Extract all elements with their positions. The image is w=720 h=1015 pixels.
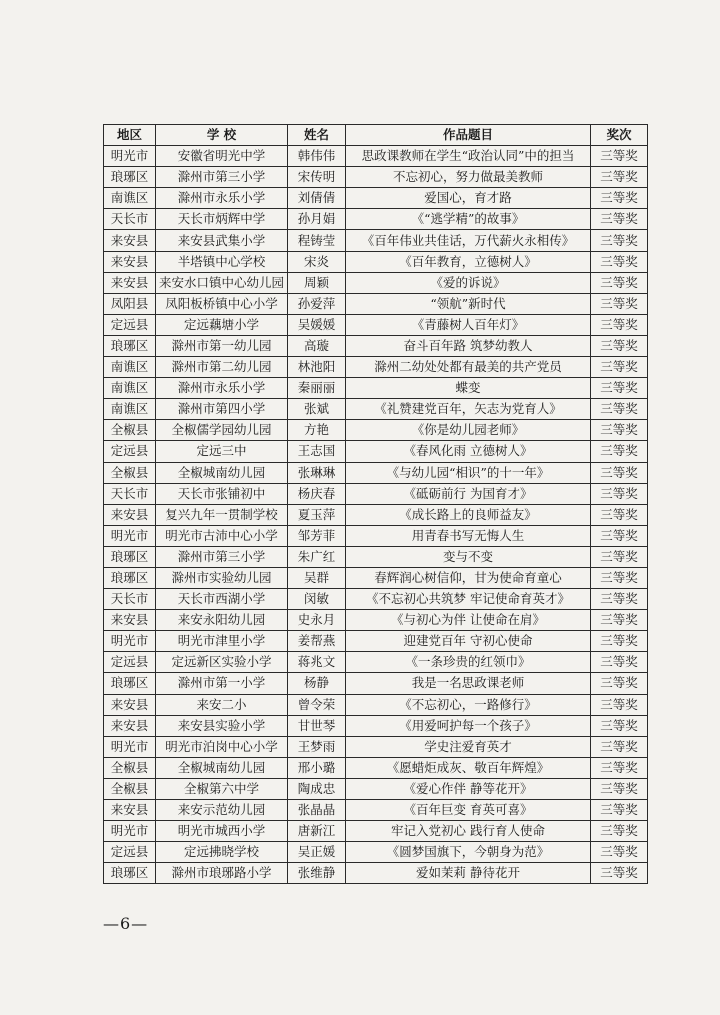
cell-school: 滁州市实验幼儿园: [156, 567, 288, 588]
cell-title: 《爱心作伴 静等花开》: [346, 778, 591, 799]
header-district: 地区: [104, 125, 156, 146]
cell-award: 三等奖: [591, 441, 648, 462]
table-row: [104, 715, 648, 736]
cell-name: 吴群: [288, 567, 346, 588]
cell-title: 《圆梦国旗下，今朝身为范》: [346, 842, 591, 863]
table-row: [104, 293, 648, 314]
cell-school: 滁州市第二幼儿园: [156, 357, 288, 378]
awards-table: [103, 124, 648, 884]
cell-school: 滁州市第一幼儿园: [156, 335, 288, 356]
table-row: [104, 778, 648, 799]
cell-district: 琅琊区: [104, 567, 156, 588]
cell-award: 三等奖: [591, 188, 648, 209]
cell-name: 姜帮燕: [288, 631, 346, 652]
cell-school: 滁州市第三小学: [156, 546, 288, 567]
cell-title: 《成长路上的良师益友》: [346, 504, 591, 525]
cell-school: 明光市城西小学: [156, 821, 288, 842]
cell-award: 三等奖: [591, 800, 648, 821]
table-row: [104, 378, 648, 399]
table-row: [104, 757, 648, 778]
cell-school: 滁州市第三小学: [156, 167, 288, 188]
cell-district: 来安县: [104, 272, 156, 293]
cell-name: 王梦雨: [288, 736, 346, 757]
table-row: [104, 589, 648, 610]
cell-district: 全椒县: [104, 462, 156, 483]
cell-school: 凤阳板桥镇中心小学: [156, 293, 288, 314]
cell-name: 张维静: [288, 863, 346, 884]
cell-school: 定远三中: [156, 441, 288, 462]
cell-district: 南谯区: [104, 378, 156, 399]
cell-district: 天长市: [104, 483, 156, 504]
cell-title: 《青藤树人百年灯》: [346, 314, 591, 335]
cell-name: 陶成忠: [288, 778, 346, 799]
cell-title: 不忘初心，努力做最美教师: [346, 167, 591, 188]
table-row: [104, 357, 648, 378]
cell-school: 明光市泊岗中心小学: [156, 736, 288, 757]
header-award: 奖次: [591, 125, 648, 146]
cell-award: 三等奖: [591, 610, 648, 631]
cell-name: 周颖: [288, 272, 346, 293]
cell-school: 定远新区实验小学: [156, 652, 288, 673]
cell-name: 夏玉萍: [288, 504, 346, 525]
cell-district: 明光市: [104, 736, 156, 757]
cell-award: 三等奖: [591, 293, 648, 314]
cell-name: 张琳琳: [288, 462, 346, 483]
cell-school: 滁州市永乐小学: [156, 378, 288, 399]
cell-award: 三等奖: [591, 230, 648, 251]
cell-district: 明光市: [104, 146, 156, 167]
cell-title: 《“逃学精”的故事》: [346, 209, 591, 230]
cell-district: 明光市: [104, 525, 156, 546]
cell-district: 南谯区: [104, 399, 156, 420]
cell-district: 天长市: [104, 209, 156, 230]
table-row: [104, 821, 648, 842]
cell-title: 爱如茉莉 静待花开: [346, 863, 591, 884]
cell-school: 全椒城南幼儿园: [156, 757, 288, 778]
cell-district: 来安县: [104, 800, 156, 821]
table-header-row: [104, 125, 648, 146]
cell-school: 来安示范幼儿园: [156, 800, 288, 821]
cell-title: 《不忘初心共筑梦 牢记使命育英才》: [346, 589, 591, 610]
cell-district: 全椒县: [104, 778, 156, 799]
table-row: [104, 146, 648, 167]
cell-district: 来安县: [104, 504, 156, 525]
cell-title: 春辉润心树信仰，甘为使命育童心: [346, 567, 591, 588]
cell-title: 《百年教育，立德树人》: [346, 251, 591, 272]
table-row: [104, 399, 648, 420]
cell-title: 《一条珍贵的红领巾》: [346, 652, 591, 673]
page-number: —6—: [103, 914, 149, 933]
cell-title: 《砥砺前行 为国育才》: [346, 483, 591, 504]
cell-district: 全椒县: [104, 420, 156, 441]
cell-award: 三等奖: [591, 483, 648, 504]
cell-name: 曾令荣: [288, 694, 346, 715]
table-row: [104, 631, 648, 652]
cell-name: 王志国: [288, 441, 346, 462]
cell-district: 来安县: [104, 251, 156, 272]
table-row: [104, 800, 648, 821]
table-row: [104, 546, 648, 567]
table-row: [104, 736, 648, 757]
table-row: [104, 504, 648, 525]
cell-school: 滁州市第一小学: [156, 673, 288, 694]
cell-award: 三等奖: [591, 567, 648, 588]
cell-award: 三等奖: [591, 399, 648, 420]
cell-name: 邹芳菲: [288, 525, 346, 546]
cell-award: 三等奖: [591, 546, 648, 567]
header-school: 学 校: [156, 125, 288, 146]
cell-school: 全椒城南幼儿园: [156, 462, 288, 483]
cell-title: 《百年巨变 育英可喜》: [346, 800, 591, 821]
cell-title: 《与幼儿园“相识”的十一年》: [346, 462, 591, 483]
cell-name: 杨静: [288, 673, 346, 694]
cell-title: 《愿蜡炬成灰、敬百年辉煌》: [346, 757, 591, 778]
table-row: [104, 230, 648, 251]
header-name: 姓名: [288, 125, 346, 146]
cell-award: 三等奖: [591, 652, 648, 673]
cell-title: 《与初心为伴 让使命在肩》: [346, 610, 591, 631]
table-row: [104, 167, 648, 188]
cell-district: 天长市: [104, 589, 156, 610]
cell-award: 三等奖: [591, 272, 648, 293]
header-title: 作品题目: [346, 125, 591, 146]
cell-name: 韩伟伟: [288, 146, 346, 167]
cell-title: 《爱的诉说》: [346, 272, 591, 293]
cell-district: 琅琊区: [104, 335, 156, 356]
cell-name: 蒋兆文: [288, 652, 346, 673]
cell-district: 定远县: [104, 842, 156, 863]
cell-school: 天长市炳辉中学: [156, 209, 288, 230]
cell-school: 滁州市第四小学: [156, 399, 288, 420]
cell-district: 凤阳县: [104, 293, 156, 314]
cell-title: 《百年伟业共佳话，万代薪火永相传》: [346, 230, 591, 251]
cell-school: 天长市西湖小学: [156, 589, 288, 610]
cell-award: 三等奖: [591, 673, 648, 694]
cell-school: 全椒第六中学: [156, 778, 288, 799]
cell-name: 刘倩倩: [288, 188, 346, 209]
cell-award: 三等奖: [591, 378, 648, 399]
cell-name: 杨庆春: [288, 483, 346, 504]
cell-award: 三等奖: [591, 251, 648, 272]
table-row: [104, 188, 648, 209]
cell-district: 南谯区: [104, 357, 156, 378]
cell-award: 三等奖: [591, 314, 648, 335]
cell-title: 《你是幼儿园老师》: [346, 420, 591, 441]
cell-name: 朱广红: [288, 546, 346, 567]
cell-award: 三等奖: [591, 420, 648, 441]
cell-title: 爱国心，育才路: [346, 188, 591, 209]
cell-title: 蝶变: [346, 378, 591, 399]
cell-name: 张斌: [288, 399, 346, 420]
cell-district: 琅琊区: [104, 546, 156, 567]
cell-name: 林池阳: [288, 357, 346, 378]
table-row: [104, 441, 648, 462]
cell-name: 邢小璐: [288, 757, 346, 778]
cell-name: 程铸莹: [288, 230, 346, 251]
cell-award: 三等奖: [591, 736, 648, 757]
cell-title: 《用爱呵护每一个孩子》: [346, 715, 591, 736]
cell-title: 滁州二幼处处都有最美的共产党员: [346, 357, 591, 378]
cell-school: 复兴九年一贯制学校: [156, 504, 288, 525]
table-row: [104, 567, 648, 588]
cell-district: 定远县: [104, 441, 156, 462]
cell-school: 明光市津里小学: [156, 631, 288, 652]
table-row: [104, 694, 648, 715]
table-row: [104, 610, 648, 631]
cell-name: 方艳: [288, 420, 346, 441]
cell-title: 《不忘初心，一路修行》: [346, 694, 591, 715]
cell-school: 来安县武集小学: [156, 230, 288, 251]
cell-award: 三等奖: [591, 462, 648, 483]
cell-name: 闵敏: [288, 589, 346, 610]
cell-award: 三等奖: [591, 715, 648, 736]
cell-award: 三等奖: [591, 842, 648, 863]
cell-award: 三等奖: [591, 209, 648, 230]
cell-district: 琅琊区: [104, 167, 156, 188]
table-row: [104, 335, 648, 356]
cell-district: 定远县: [104, 652, 156, 673]
cell-district: 定远县: [104, 314, 156, 335]
cell-name: 甘世琴: [288, 715, 346, 736]
table-row: [104, 525, 648, 546]
cell-school: 来安二小: [156, 694, 288, 715]
cell-title: 奋斗百年路 筑梦幼教人: [346, 335, 591, 356]
cell-title: “领航”新时代: [346, 293, 591, 314]
table-row: [104, 652, 648, 673]
cell-name: 宋传明: [288, 167, 346, 188]
cell-name: 吴正媛: [288, 842, 346, 863]
cell-title: 思政课教师在学生“政治认同”中的担当: [346, 146, 591, 167]
cell-district: 来安县: [104, 715, 156, 736]
table-body: [104, 146, 648, 884]
cell-school: 半塔镇中心学校: [156, 251, 288, 272]
cell-award: 三等奖: [591, 504, 648, 525]
table-row: [104, 673, 648, 694]
cell-school: 滁州市琅琊路小学: [156, 863, 288, 884]
cell-district: 琅琊区: [104, 863, 156, 884]
cell-district: 来安县: [104, 230, 156, 251]
cell-district: 来安县: [104, 610, 156, 631]
cell-school: 天长市张铺初中: [156, 483, 288, 504]
cell-award: 三等奖: [591, 778, 648, 799]
cell-name: 张晶晶: [288, 800, 346, 821]
cell-school: 滁州市永乐小学: [156, 188, 288, 209]
cell-school: 定远藕塘小学: [156, 314, 288, 335]
cell-award: 三等奖: [591, 357, 648, 378]
cell-name: 唐新江: [288, 821, 346, 842]
table-row: [104, 863, 648, 884]
table-row: [104, 314, 648, 335]
table-row: [104, 209, 648, 230]
cell-district: 明光市: [104, 631, 156, 652]
cell-title: 用青春书写无悔人生: [346, 525, 591, 546]
cell-award: 三等奖: [591, 525, 648, 546]
cell-award: 三等奖: [591, 335, 648, 356]
cell-name: 高璇: [288, 335, 346, 356]
cell-school: 来安永阳幼儿园: [156, 610, 288, 631]
table-row: [104, 272, 648, 293]
cell-name: 史永月: [288, 610, 346, 631]
cell-school: 明光市古沛中心小学: [156, 525, 288, 546]
cell-district: 明光市: [104, 821, 156, 842]
table-row: [104, 842, 648, 863]
cell-name: 吴媛媛: [288, 314, 346, 335]
cell-school: 来安水口镇中心幼儿园: [156, 272, 288, 293]
cell-title: 《礼赞建党百年，矢志为党育人》: [346, 399, 591, 420]
cell-district: 全椒县: [104, 757, 156, 778]
cell-award: 三等奖: [591, 863, 648, 884]
cell-title: 《春风化雨 立德树人》: [346, 441, 591, 462]
cell-school: 来安县实验小学: [156, 715, 288, 736]
cell-district: 琅琊区: [104, 673, 156, 694]
cell-school: 安徽省明光中学: [156, 146, 288, 167]
cell-school: 定远拂晓学校: [156, 842, 288, 863]
cell-name: 孙月娟: [288, 209, 346, 230]
table-row: [104, 483, 648, 504]
cell-award: 三等奖: [591, 757, 648, 778]
table-row: [104, 251, 648, 272]
cell-award: 三等奖: [591, 167, 648, 188]
cell-name: 宋炎: [288, 251, 346, 272]
cell-award: 三等奖: [591, 631, 648, 652]
cell-award: 三等奖: [591, 694, 648, 715]
cell-award: 三等奖: [591, 821, 648, 842]
cell-name: 孙爱萍: [288, 293, 346, 314]
cell-title: 迎建党百年 守初心使命: [346, 631, 591, 652]
cell-award: 三等奖: [591, 146, 648, 167]
cell-district: 南谯区: [104, 188, 156, 209]
cell-district: 来安县: [104, 694, 156, 715]
table-row: [104, 420, 648, 441]
cell-title: 学史注爱育英才: [346, 736, 591, 757]
cell-title: 变与不变: [346, 546, 591, 567]
cell-award: 三等奖: [591, 589, 648, 610]
table-row: [104, 462, 648, 483]
cell-school: 全椒儒学园幼儿园: [156, 420, 288, 441]
cell-title: 我是一名思政课老师: [346, 673, 591, 694]
cell-title: 牢记入党初心 践行育人使命: [346, 821, 591, 842]
cell-name: 秦丽丽: [288, 378, 346, 399]
